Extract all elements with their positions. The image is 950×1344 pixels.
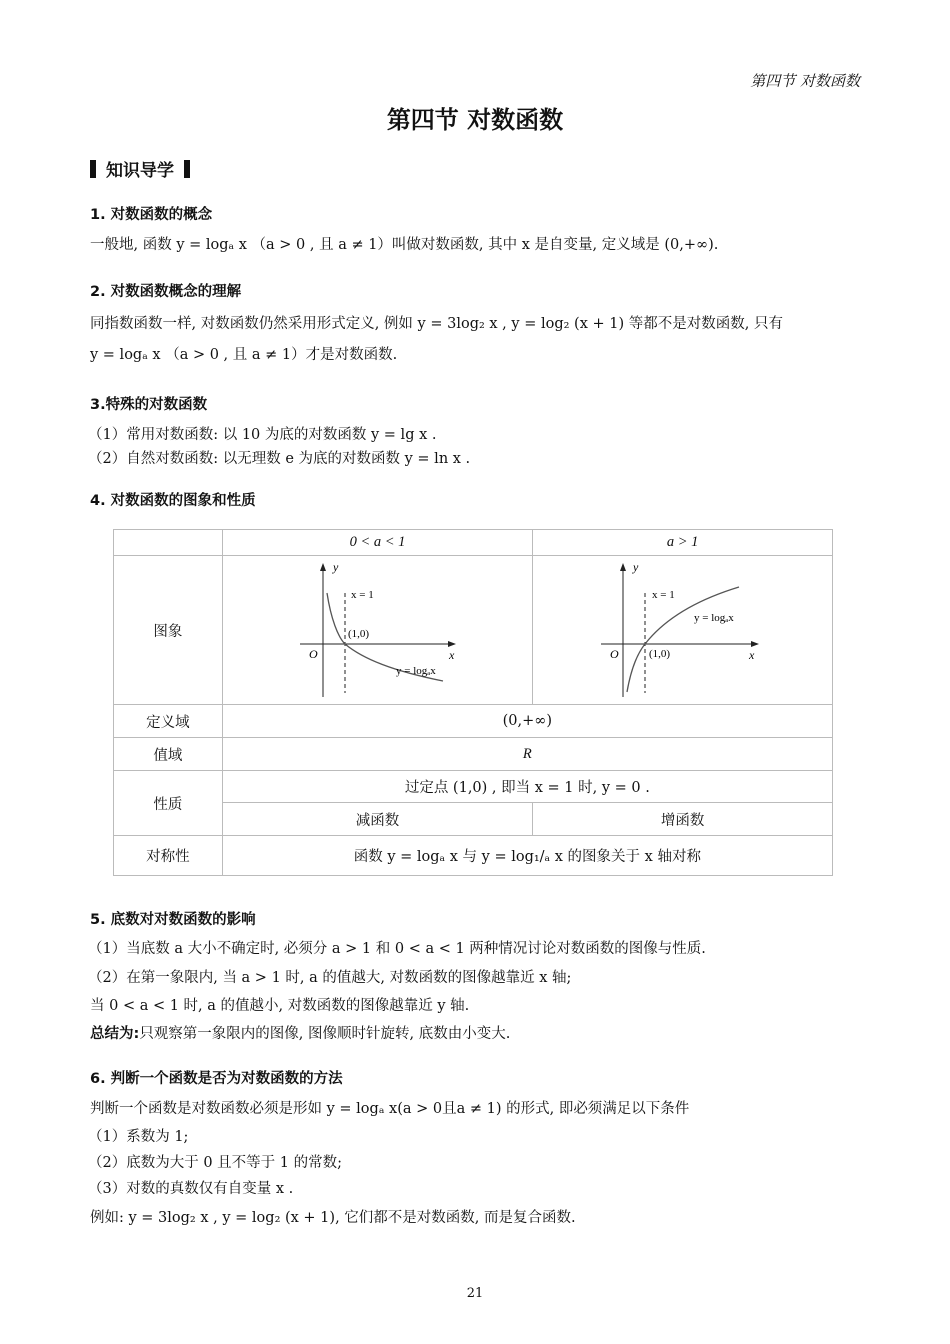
s6-line5: 例如: y = 3log₂ x , y = log₂ (x + 1), 它们都不是对数函数, 而是复合函数. <box>90 1210 576 1226</box>
x-axis-arrow <box>751 641 759 647</box>
s5-heading: 5. 底数对对数函数的影响 <box>90 912 256 928</box>
summary-label: 总结为: <box>90 1026 140 1042</box>
domain-value: (0,+∞) <box>222 705 832 738</box>
s2-heading: 2. 对数函数概念的理解 <box>90 284 242 300</box>
page-title: 第四节 对数函数 <box>386 106 564 134</box>
symmetry-text: 函数 y = logₐ x 与 y = log₁/ₐ x 的图象关于 x 轴对称 <box>222 836 832 876</box>
graph-increasing <box>583 559 783 701</box>
s6-line3: （2）底数为大于 0 且不等于 1 的常数; <box>88 1155 342 1171</box>
graph-cell-increasing <box>533 556 833 705</box>
summary-text: 只观察第一象限内的图像, 图像顺时针旋转, 底数由小变大. <box>139 1026 511 1042</box>
graph-cell-decreasing <box>222 556 533 705</box>
s6-line4: （3）对数的真数仅有自变量 x . <box>88 1181 294 1197</box>
point-label: (1,0) <box>347 628 369 640</box>
s1-heading: 1. 对数函数的概念 <box>90 207 213 223</box>
row-label-domain: 定义域 <box>114 705 223 738</box>
y-axis-arrow <box>320 563 326 571</box>
row-label-props: 性质 <box>114 771 223 836</box>
y-axis-arrow <box>620 563 626 571</box>
s5-summary <box>90 1022 510 1043</box>
s2-line1: 同指数函数一样, 对数函数仍然采用形式定义, 例如 y = 3log₂ x , y = log₂ (x + 1) 等都不是对数函数, 只有 <box>90 316 783 332</box>
row-label-range: 值域 <box>114 738 223 771</box>
line-label: x = 1 <box>350 589 374 601</box>
s3-heading: 3.特殊的对数函数 <box>90 397 208 413</box>
curve-label: y = logₐx <box>693 612 734 624</box>
s3-line1: （1）常用对数函数: 以 10 为底的对数函数 y = lg x . <box>88 427 437 443</box>
table-corner <box>114 530 223 556</box>
s5-line3: 当 0 < a < 1 时, a 的值越小, 对数函数的图像越靠近 y 轴. <box>90 998 470 1014</box>
col-header-lt1: 0 < a < 1 <box>222 530 533 556</box>
banner-label: 知识导学 <box>106 161 174 181</box>
banner-left-bar <box>90 160 96 178</box>
running-header: 第四节 对数函数 <box>750 72 860 90</box>
fixed-point-text: 过定点 (1,0) , 即当 x = 1 时, y = 0 . <box>222 771 832 803</box>
properties-table <box>113 529 833 876</box>
origin-label: O <box>308 647 318 661</box>
decreasing-label: 减函数 <box>222 803 533 836</box>
s6-line1: 判断一个函数是对数函数必须是形如 y = logₐ x(a > 0且a ≠ 1) 的形式, 即必须满足以下条件 <box>90 1101 690 1117</box>
s4-heading: 4. 对数函数的图象和性质 <box>90 493 256 509</box>
increasing-label: 增函数 <box>533 803 833 836</box>
s5-line1: （1）当底数 a 大小不确定时, 必须分 a > 1 和 0 < a < 1 两种情况讨论对数函数的图像与性质. <box>88 941 706 957</box>
y-label: y <box>332 560 338 574</box>
col-header-gt1: a > 1 <box>533 530 833 556</box>
s5-line2: （2）在第一象限内, 当 a > 1 时, a 的值越大, 对数函数的图像越靠近 x 轴; <box>88 970 572 986</box>
page-number: 21 <box>466 1286 484 1301</box>
point-label: (1,0) <box>648 648 670 660</box>
banner-right-bar <box>184 160 190 178</box>
s1-text: 一般地, 函数 y = logₐ x （a > 0 , 且 a ≠ 1）叫做对数函数, 其中 x 是自变量, 定义域是 (0,+∞). <box>90 237 719 253</box>
s6-heading: 6. 判断一个函数是否为对数函数的方法 <box>90 1071 343 1087</box>
s6-line2: （1）系数为 1; <box>88 1129 189 1145</box>
origin-label: O <box>609 647 619 661</box>
s2-line2: y = logₐ x （a > 0 , 且 a ≠ 1）才是对数函数. <box>90 347 398 363</box>
graph-decreasing <box>278 559 478 701</box>
section-banner <box>90 156 190 181</box>
s3-line2: （2）自然对数函数: 以无理数 e 为底的对数函数 y = ln x . <box>88 451 471 467</box>
row-label-graph: 图象 <box>114 556 223 705</box>
line-label: x = 1 <box>651 589 675 601</box>
x-label: x <box>448 648 454 662</box>
y-label: y <box>632 560 638 574</box>
x-label: x <box>748 648 754 662</box>
row-label-symmetry: 对称性 <box>114 836 223 876</box>
x-axis-arrow <box>448 641 456 647</box>
log-curve-increasing <box>627 587 739 692</box>
range-value: R <box>222 738 832 771</box>
curve-label: y = logₐx <box>395 665 436 677</box>
